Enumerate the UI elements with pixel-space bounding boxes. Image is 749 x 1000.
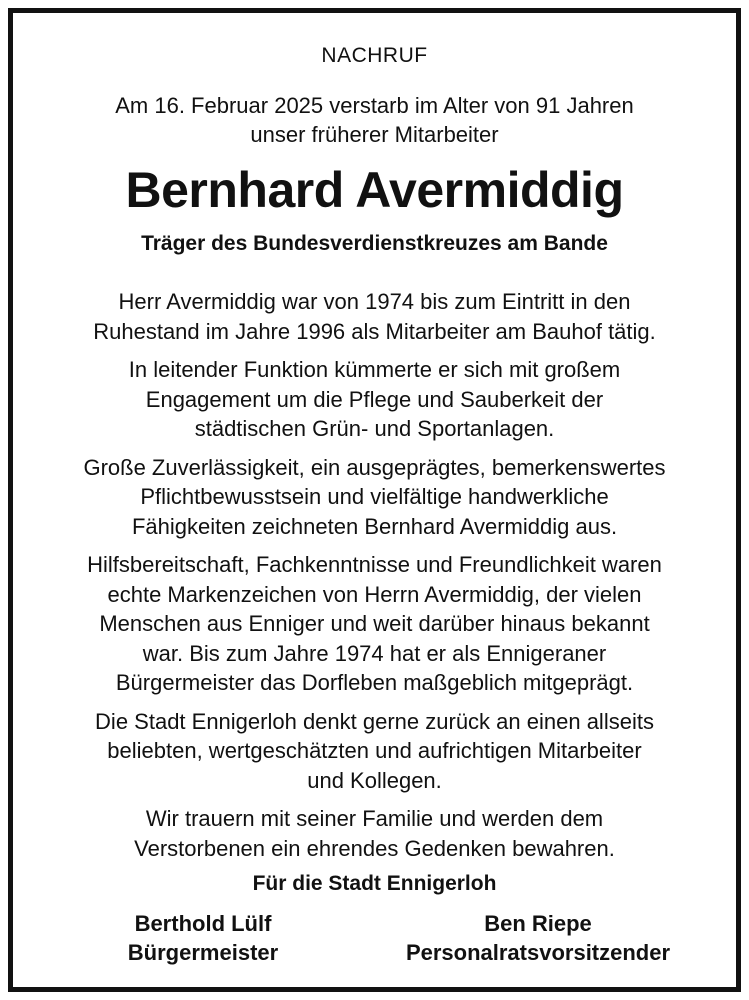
paragraph-line: Wir trauern mit seiner Familie und werden dem (145, 806, 604, 831)
notice-frame (8, 8, 741, 992)
obituary-body (13, 287, 736, 872)
paragraph (13, 287, 736, 346)
signer-name: Ben Riepe (484, 911, 592, 936)
signer-role: Personalratsvorsitzender (405, 940, 671, 965)
paragraph-line: Hilfsbereitschaft, Fachkenntnisse und Freundlichkeit waren (87, 552, 662, 577)
paragraph-line: Engagement um die Pflege und Sauberkeit der (145, 386, 604, 412)
signer-mayor (83, 909, 323, 967)
honor-line: Träger des Bundesverdienstkreuzes am Bande (141, 232, 608, 255)
signer-staff-council (353, 909, 723, 967)
paragraph-line: Bürgermeister das Dorfleben maßgeblich mitgeprägt. (115, 670, 634, 695)
paragraph-line: Verstorbenen ein ehrendes Gedenken bewahren. (134, 835, 615, 861)
intro-text (13, 91, 736, 149)
paragraph-line: In leitender Funktion kümmerte er sich mit großem (128, 357, 621, 382)
paragraph-line: war. Bis zum Jahre 1974 hat er als Ennigeraner (142, 640, 607, 666)
paragraph-line: beliebten, wertgeschätzten und aufrichtigen Mitarbeiter (107, 738, 642, 763)
paragraph-line: Die Stadt Ennigerloh denkt gerne zurück an einen allseits (95, 708, 654, 734)
paragraph (13, 707, 736, 796)
paragraph (13, 804, 736, 863)
paragraph-line: echte Markenzeichen von Herrn Avermiddig, der vielen (107, 581, 642, 607)
paragraph-line: Menschen aus Enniger und weit darüber hinaus bekannt (99, 611, 650, 636)
paragraph-line: Pflichtbewusstsein und vielfältige handwerkliche (140, 484, 609, 509)
paragraph-line: Große Zuverlässigkeit, ein ausgeprägtes, bemerkenswertes (83, 454, 666, 480)
paragraph (13, 550, 736, 698)
deceased-name: Bernhard Avermiddig (125, 162, 624, 218)
paragraph-line: und Kollegen. (307, 767, 442, 793)
paragraph-line: Ruhestand im Jahre 1996 als Mitarbeiter am Bauhof tätig. (93, 318, 656, 344)
signoff-line: Für die Stadt Ennigerloh (252, 872, 497, 895)
paragraph-line: Fähigkeiten zeichneten Bernhard Avermiddig aus. (131, 513, 618, 539)
signer-role: Bürgermeister (127, 940, 279, 965)
signer-name: Berthold Lülf (134, 911, 272, 936)
paragraph-line: städtischen Grün- und Sportanlagen. (194, 416, 555, 441)
intro-line: Am 16. Februar 2025 verstarb im Alter von 91 Jahren (115, 93, 634, 118)
notice-label: NACHRUF (321, 44, 428, 67)
paragraph (13, 453, 736, 542)
paragraph-line: Herr Avermiddig war von 1974 bis zum Eintritt in den (118, 289, 631, 314)
paragraph (13, 355, 736, 444)
intro-line: unser früherer Mitarbeiter (250, 122, 499, 147)
